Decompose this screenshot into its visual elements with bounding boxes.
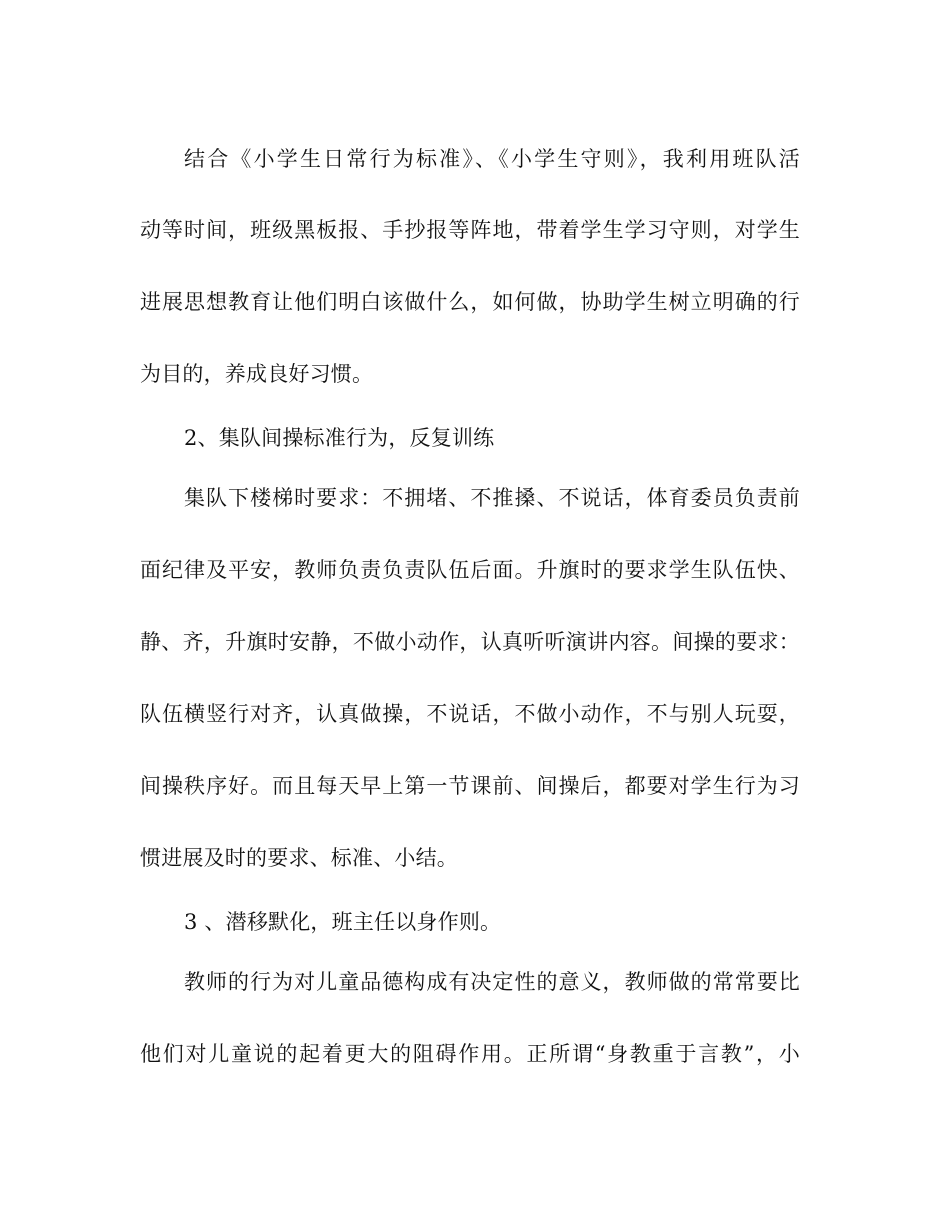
paragraph-line: 集队下楼梯时要求：不拥堵、不推搡、不说话，体育委员负责前 bbox=[184, 486, 800, 510]
paragraph-line: 惯进展及时的要求、标准、小结。 bbox=[140, 846, 458, 870]
paragraph-line: 结合《小学生日常行为标准》、《小学生守则》，我利用班队活 bbox=[184, 147, 800, 171]
paragraph-line: 静、齐，升旗时安静，不做小动作，认真听听演讲内容。间操的要求： bbox=[140, 630, 800, 654]
paragraph-line: 为目的，养成良好习惯。 bbox=[140, 362, 374, 386]
paragraph-line: 动等时间，班级黑板报、手抄报等阵地，带着学生学习守则，对学生 bbox=[140, 218, 800, 242]
paragraph-line: 教师的行为对儿童品德构成有决定性的意义，教师做的常常要比 bbox=[184, 970, 800, 994]
section-heading: 2、集队间操标准行为，反复训练 bbox=[184, 426, 495, 450]
section-heading: 3 、潜移默化，班主任以身作则。 bbox=[184, 910, 502, 934]
paragraph-line: 他们对儿童说的起着更大的阻碍作用。正所谓“身教重于言教”，小 bbox=[140, 1042, 800, 1066]
paragraph-line: 间操秩序好。而且每天早上第一节课前、间操后，都要对学生行为习 bbox=[140, 774, 800, 798]
paragraph-line: 面纪律及平安，教师负责负责队伍后面。升旗时的要求学生队伍快、 bbox=[140, 558, 800, 582]
paragraph-line: 进展思想教育让他们明白该做什么，如何做，协助学生树立明确的行 bbox=[140, 290, 800, 314]
paragraph-line: 队伍横竖行对齐，认真做操，不说话，不做小动作，不与别人玩耍， bbox=[140, 702, 800, 726]
